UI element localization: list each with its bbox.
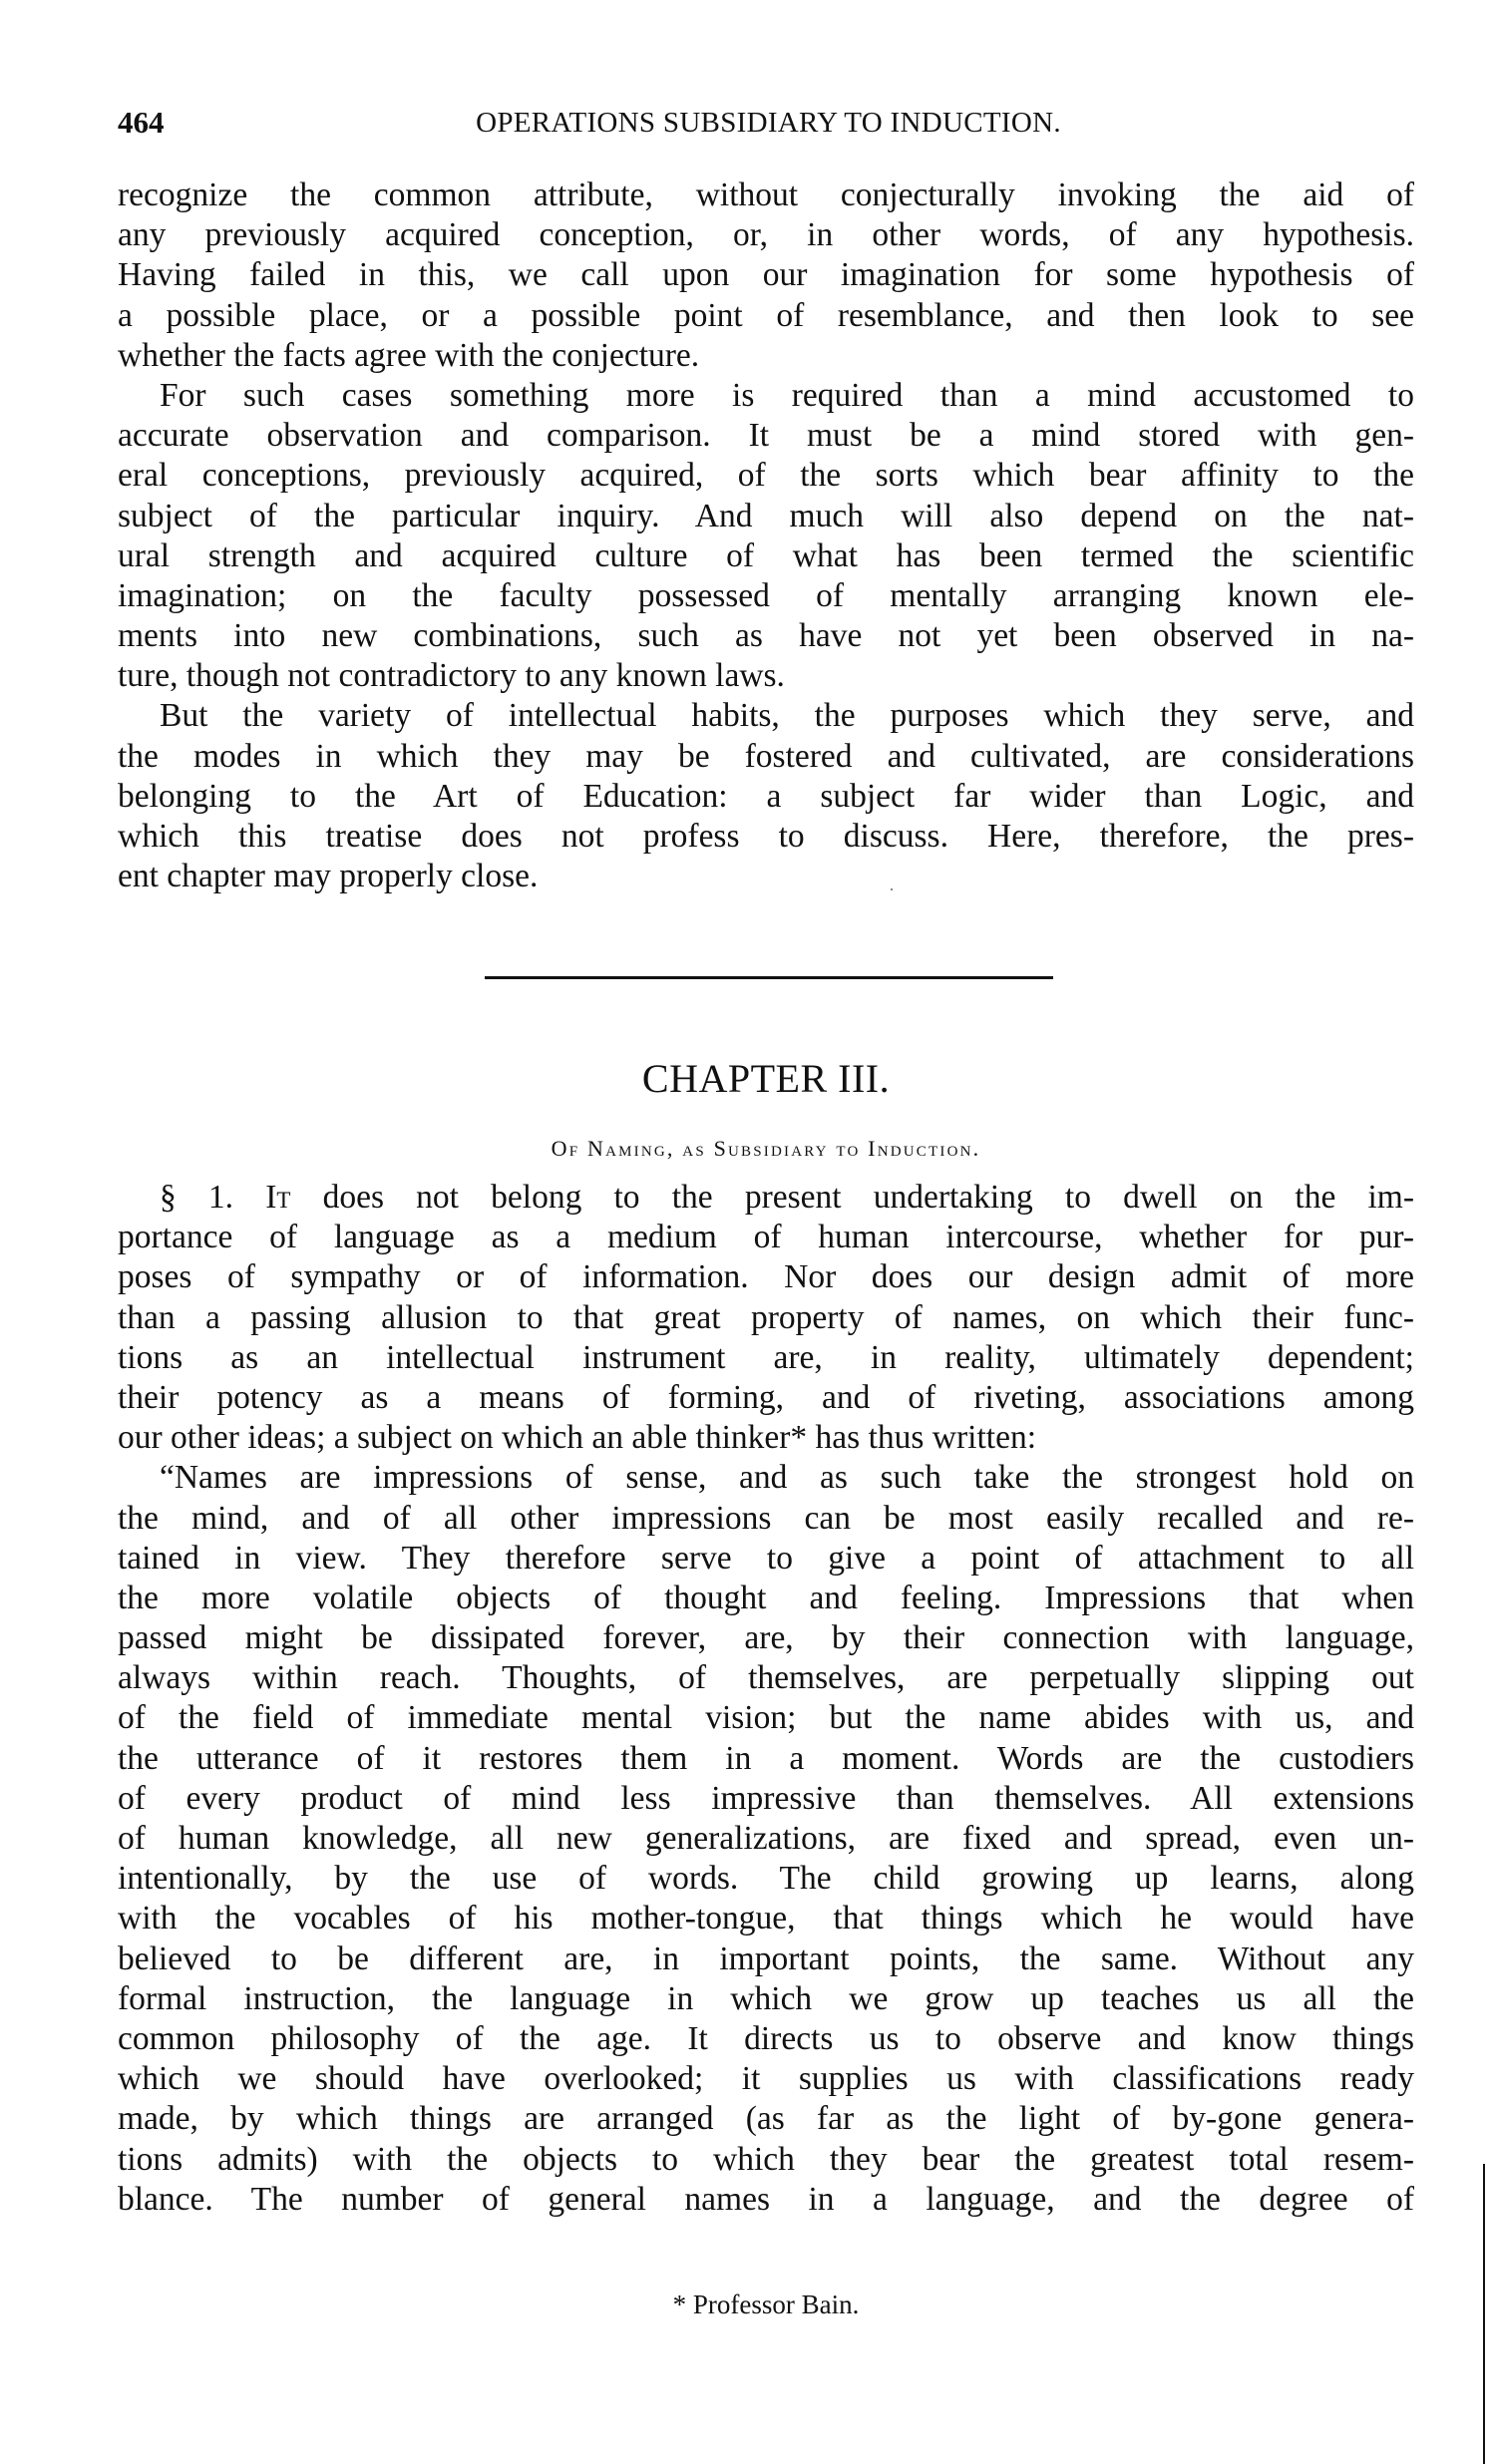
running-head: [118, 103, 1414, 143]
text-line: whether the facts agree with the conjecture.: [118, 336, 700, 374]
chapter-divider-rule: [485, 976, 1053, 979]
lead-word: It: [265, 1179, 291, 1216]
text-line: formal instruction, the language in which we grow up teaches us all the: [118, 1979, 1414, 2017]
text-line: of human knowledge, all new generalizations, are fixed and spread, even un-: [118, 1820, 1414, 1857]
text-line: a possible place, or a possible point of resemblance, and then look to see: [118, 296, 1414, 334]
chapter-subtitle: Of Naming, as Subsidiary to Induction.: [551, 1136, 981, 1161]
text-line: intentionally, by the use of words. The child growing up learns, along: [118, 1860, 1414, 1898]
text-line: poses of sympathy or of information. Nor does our design admit of more: [118, 1258, 1414, 1296]
text-line: “Names are impressions of sense, and as such take the strongest hold on: [160, 1459, 1414, 1497]
paragraph: [118, 176, 1414, 376]
previous-chapter-text: [118, 176, 1414, 896]
text-line: which we should have overlooked; it supplies us with classifications ready: [118, 2060, 1414, 2098]
text-line: eral conceptions, previously acquired, of the sorts which bear affinity to the: [118, 457, 1414, 495]
text-line: [118, 1178, 1414, 1218]
text-line: passed might be dissipated forever, are, by their connection with language,: [118, 1619, 1414, 1657]
text-line: tions as an intellectual instrument are, in reality, ultimately dependent;: [118, 1338, 1414, 1376]
chapter-title: CHAPTER III.: [641, 1056, 891, 1101]
paragraph: [118, 1178, 1414, 1458]
text-line: recognize the common attribute, without conjecturally invoking the aid of: [118, 176, 1414, 213]
scan-speck: [891, 888, 893, 890]
chapter-body: [118, 1178, 1414, 2220]
block-quote-paragraph: [118, 1458, 1414, 2220]
text-line: accurate observation and comparison. It must be a mind stored with gen-: [118, 417, 1414, 455]
text-line: any previously acquired conception, or, in other words, of any hypothesis.: [118, 216, 1414, 254]
text-line: of every product of mind less impressive than themselves. All extensions: [118, 1779, 1414, 1817]
text-line: tions admits) with the objects to which they bear the greatest total resem-: [118, 2140, 1414, 2178]
text-line: the mind, and of all other impressions can be most easily recalled and re-: [118, 1499, 1414, 1537]
text-line: always within reach. Thoughts, of themselves, are perpetually slipping out: [118, 1659, 1414, 1697]
text-line: the utterance of it restores them in a moment. Words are the custodiers: [118, 1739, 1414, 1777]
text-line: blance. The number of general names in a language, and the degree of: [118, 2180, 1414, 2218]
text-line: ments into new combinations, such as have not yet been observed in na-: [118, 617, 1414, 655]
text-line: portance of language as a medium of human intercourse, whether for pur-: [118, 1219, 1414, 1256]
text-line: of the field of immediate mental vision; but the name abides with us, and: [118, 1699, 1414, 1737]
text-line: subject of the particular inquiry. And much will also depend on the nat-: [118, 497, 1414, 534]
text-line: made, by which things are arranged (as far as the light of by-gone genera-: [118, 2100, 1414, 2138]
text-line: tained in view. They therefore serve to give a point of attachment to all: [118, 1539, 1414, 1577]
text-line: common philosophy of the age. It directs us to observe and know things: [118, 2019, 1414, 2057]
text-line: ent chapter may properly close.: [118, 858, 539, 895]
text-line: with the vocables of his mother-tongue, that things which he would have: [118, 1900, 1414, 1937]
first-line-rest: does not belong to the present undertaking to dwell on the im-: [290, 1179, 1414, 1216]
paragraph: [118, 376, 1414, 697]
text-line: our other ideas; a subject on which an able thinker* has thus written:: [118, 1419, 1037, 1457]
paragraph: [118, 696, 1414, 896]
text-line: ture, though not contradictory to any known laws.: [118, 657, 785, 695]
text-line: the more volatile objects of thought and feeling. Impressions that when: [118, 1579, 1414, 1616]
text-line: imagination; on the faculty possessed of mentally arranging known ele-: [118, 576, 1414, 614]
text-line: ural strength and acquired culture of what has been termed the scientific: [118, 536, 1414, 574]
footnote: * Professor Bain.: [672, 2289, 860, 2319]
page-edge-line: [1483, 2164, 1485, 2464]
text-line: believed to be different are, in important points, the same. Without any: [118, 1939, 1414, 1977]
text-line: Having failed in this, we call upon our imagination for some hypothesis of: [118, 256, 1414, 294]
text-line: the modes in which they may be fostered and cultivated, are considerations: [118, 737, 1414, 775]
text-line: But the variety of intellectual habits, the purposes which they serve, and: [160, 697, 1414, 735]
text-line: For such cases something more is required than a mind accustomed to: [160, 376, 1414, 414]
running-title: OPERATIONS SUBSIDIARY TO INDUCTION.: [476, 107, 1061, 139]
text-line: which this treatise does not profess to discuss. Here, therefore, the pres-: [118, 818, 1414, 855]
page-number: 464: [118, 105, 165, 140]
text-line: than a passing allusion to that great property of names, on which their func-: [118, 1298, 1414, 1336]
section-mark: § 1.: [160, 1179, 234, 1216]
text-line: their potency as a means of forming, and of riveting, associations among: [118, 1378, 1414, 1416]
text-line: belonging to the Art of Education: a subject far wider than Logic, and: [118, 777, 1414, 815]
